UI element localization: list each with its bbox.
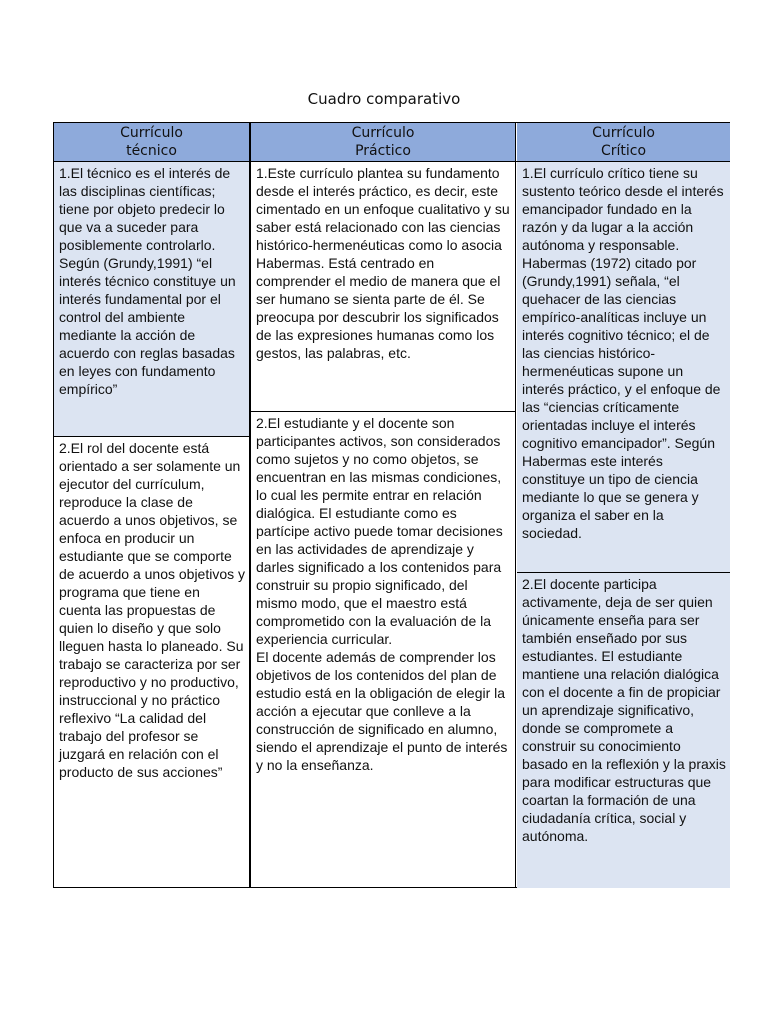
- column-divider-2: [515, 123, 516, 887]
- comparison-table: [53, 122, 730, 888]
- header-practico: [251, 123, 515, 161]
- document-title: Cuadro comparativo: [307, 90, 461, 108]
- header-tecnico-line1: Currículo: [120, 125, 183, 141]
- cell-practico-1: 1.Este currículo plantea su fundamento desde el interés práctico, es decir, este cimentado en un enfoque cualitativo y su saber está relacionado con las ciencias histórico-hermenéuticas como lo asocia Habermas. Está centrado en comprender el medio de manera que el ser humano se sienta parte de él. Se preocupa por descubrir los significados de las expresiones humanas como los gestos, las palabras, etc.: [256, 165, 510, 361]
- cell-practico-2: 2.El estudiante y el docente son participantes activos, son considerados como sujetos y no como objetos, se encuentran en las mismas condiciones, lo cual les permite entrar en relación dialógica. El estudiante como es partícipe activo puede tomar decisiones en las actividades de aprendizaje y darles significado a los contenidos para construir su propio significado, del mismo modo, que el maestro está comprometido con la evaluación de la experiencia curricular. El docente además de comprender los objetivos de los contenidos del plan de estudio está en la obligación de elegir la acción a ejecutar que conlleve a la construcción de significado en alumno, siendo el aprendizaje el punto de interés y no la enseñanza.: [256, 415, 508, 773]
- cell-critico-2: 2.El docente participa activamente, deja de ser quien únicamente enseña para ser también enseñado por sus estudiantes. El estudiante mantiene una relación dialógica con el docente a fin de propiciar un aprendizaje significativo, donde se compromete a construir su conocimiento basado en la reflexión y la praxis para modificar estructuras que coartan la formación de una ciudadanía crítica, social y autónoma.: [517, 573, 730, 888]
- header-critico-line1: Currículo: [592, 125, 655, 141]
- cell-tecnico-1: 1.El técnico es el interés de las disciplinas científicas; tiene por objeto predecir lo que va a suceder para posiblemente controlarlo. Según (Grundy,1991) “el interés técnico constituye un interés fundamental por el control del ambiente mediante la acción de acuerdo con reglas basadas en leyes con fundamento empírico”: [54, 162, 249, 436]
- column-divider-1: [249, 123, 251, 887]
- header-practico-line2: Práctico: [355, 143, 411, 159]
- cell-critico-1: 1.El currículo crítico tiene su sustento teórico desde el interés emancipador fundado en la razón y da lugar a la acción autónoma y responsable. Habermas (1972) citado por (Grundy,1991) señala, “el quehacer de las ciencias empírico-analíticas incluye un interés cognitivo técnico; el de las ciencias histórico-hermenéuticas supone un interés práctico, y el enfoque de las “ciencias críticamente orientadas incluye el interés cognitivo emancipador”. Según Habermas este interés constituye un tipo de ciencia mediante lo que se genera y organiza el saber en la sociedad.: [517, 162, 730, 572]
- header-tecnico: [54, 123, 249, 161]
- cell-tecnico-2: 2.El rol del docente está orientado a ser solamente un ejecutor del currículum, reproduce la clase de acuerdo a unos objetivos, se enfoca en producir un estudiante que se comporte de acuerdo a unos objetivos y programa que tiene en cuenta las propuestas de quien lo diseño y que solo lleguen hasta lo planeado. Su trabajo se caracteriza por ser reproductivo y no productivo, instruccional y no práctico reflexivo “La calidad del trabajo del profesor se juzgará en relación con el producto de sus acciones”: [59, 440, 246, 780]
- header-critico: [517, 123, 730, 161]
- practico-row-divider: [251, 411, 515, 412]
- critico-row-divider: [517, 572, 730, 573]
- header-divider: [54, 161, 729, 162]
- tecnico-row-divider: [54, 436, 249, 437]
- header-practico-line1: Currículo: [351, 125, 415, 141]
- header-tecnico-line2: técnico: [126, 143, 177, 159]
- header-critico-line2: Crítico: [600, 143, 647, 159]
